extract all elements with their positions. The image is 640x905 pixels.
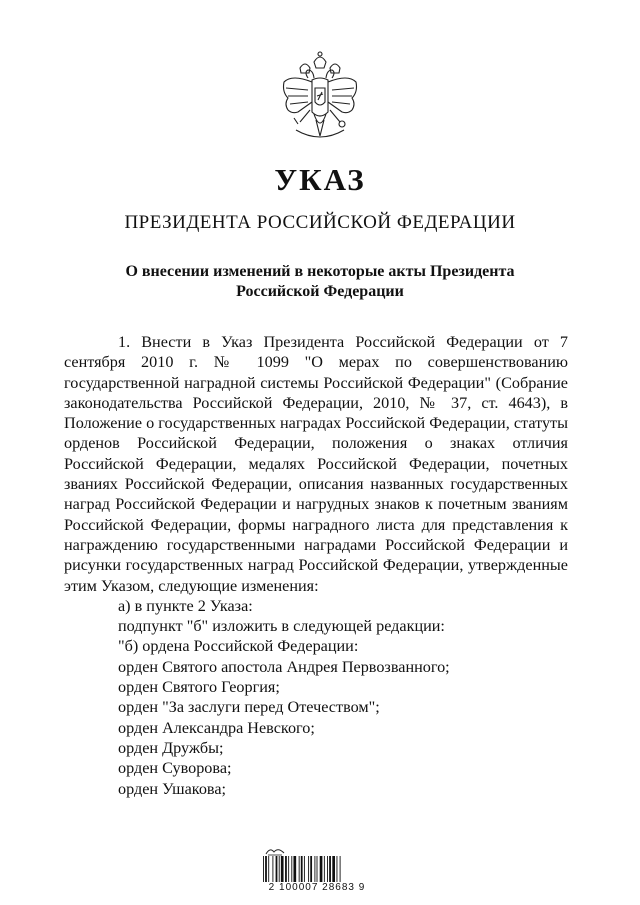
- list-item: "б) ордена Российской Федерации:: [118, 637, 359, 656]
- heading-line: О внесении изменений в некоторые акты Президента: [125, 263, 515, 280]
- state-emblem-icon: [278, 48, 362, 148]
- list-item: орден Святого Георгия;: [118, 678, 280, 697]
- list-item: а) в пункте 2 Указа:: [118, 596, 253, 615]
- list-item: орден Дружбы;: [118, 738, 224, 757]
- list-item: орден Ушакова;: [118, 779, 227, 798]
- list-item: орден Святого апостола Андрея Первозванного;: [118, 657, 450, 676]
- document-title: УКАЗ: [274, 162, 366, 197]
- printer-logo-icon: [264, 846, 286, 856]
- document-body: [64, 332, 568, 799]
- document-heading: [0, 262, 640, 302]
- list-item: орден Александра Невского;: [118, 718, 315, 737]
- list-item: подпункт "б" изложить в следующей редакции:: [118, 617, 445, 636]
- barcode-icon: [262, 856, 372, 882]
- heading-line: Российской Федерации: [236, 283, 404, 300]
- list-item: орден Суворова;: [118, 759, 232, 778]
- barcode-number: 2 100007 28683 9: [268, 882, 366, 893]
- document-subtitle: ПРЕЗИДЕНТА РОССИЙСКОЙ ФЕДЕРАЦИИ: [124, 212, 516, 233]
- paragraph: 1. Внести в Указ Президента Российской Федерации от 7 сентября 2010 г. № 1099 "О мерах по совершенствованию государственной наградной системы Российской Федерации" (Собрание законодательства Российской Федерации, 2010, № 37, ст. 4643), в Положение о государственных наградах Российской Федерации, статуты орденов Российской Федерации, положения о знаках отличия Российской Федерации, медалях Российской Федерации, почетных званиях Российской Федерации, описания названных государственных наград Российской Федерации и нагрудных знаков к почетным званиям Российской Федерации, формы наградного листа для представления к награждению государственными наградами Российской Федерации и рисунки государственных наград Российской Федерации, утвержденные этим Указом, следующие изменения:: [64, 333, 568, 595]
- barcode: [258, 846, 376, 896]
- list-item: орден "За заслуги перед Отечеством";: [118, 698, 380, 717]
